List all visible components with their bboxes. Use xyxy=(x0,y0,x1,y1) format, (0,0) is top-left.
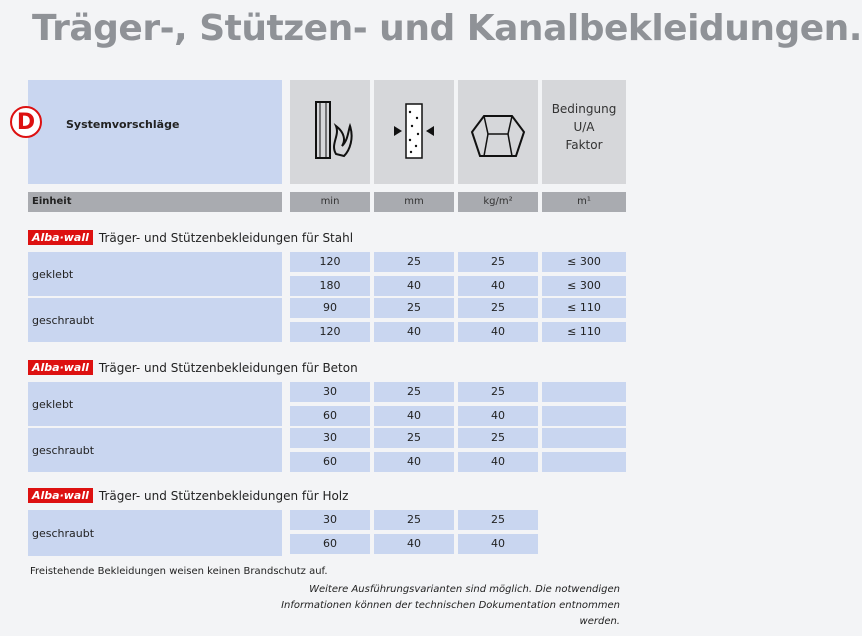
section-heading xyxy=(28,230,353,245)
table-cell: 25 xyxy=(458,510,538,530)
section-title: Träger- und Stützenbekleidungen für Beton xyxy=(98,360,358,375)
albawall-logo: Alba·wall xyxy=(28,488,93,503)
unit-label: Einheit xyxy=(32,196,72,207)
row-label: geschraubt xyxy=(28,428,282,472)
table-cell: 40 xyxy=(458,406,538,426)
table-cell: 25 xyxy=(374,428,454,448)
table-cell: 180 xyxy=(290,276,370,296)
section-heading xyxy=(28,360,358,375)
table-cell: 40 xyxy=(458,276,538,296)
table-cell: 25 xyxy=(374,298,454,318)
table-cell xyxy=(542,452,626,472)
note: Weitere Ausführungsvarianten sind möglich. Die notwendigen Informationen können der technischen Dokumentation entnommen werden. xyxy=(281,584,620,627)
page-title: Träger-, Stützen- und Kanalbekleidungen. xyxy=(32,8,862,49)
row-label: geschraubt xyxy=(28,510,282,556)
row-label: geklebt xyxy=(28,382,282,426)
table-cell: 25 xyxy=(458,428,538,448)
thickness-icon xyxy=(390,96,438,166)
table-cell: 90 xyxy=(290,298,370,318)
table-cell: 30 xyxy=(290,428,370,448)
table-cell: ≤ 300 xyxy=(542,252,626,272)
unit-m: m¹ xyxy=(577,196,591,207)
table-cell: 40 xyxy=(458,322,538,342)
section-title: Träger- und Stützenbekleidungen für Holz xyxy=(98,488,349,503)
table-cell: 120 xyxy=(290,252,370,272)
weight-icon xyxy=(470,112,526,162)
row-label: geschraubt xyxy=(28,298,282,342)
table-cell: ≤ 300 xyxy=(542,276,626,296)
table-cell: 60 xyxy=(290,534,370,554)
table-cell xyxy=(542,382,626,402)
section-badge: D xyxy=(10,106,42,138)
table-cell: 40 xyxy=(458,534,538,554)
header-system-cell xyxy=(28,80,282,184)
table-cell: 25 xyxy=(458,252,538,272)
table-cell: 40 xyxy=(374,452,454,472)
section-title: Träger- und Stützenbekleidungen für Stahl xyxy=(98,230,354,245)
albawall-logo: Alba·wall xyxy=(28,230,93,245)
albawall-logo: Alba·wall xyxy=(28,360,93,375)
table-cell: 25 xyxy=(458,382,538,402)
table-cell: 30 xyxy=(290,382,370,402)
table-cell xyxy=(542,428,626,448)
system-label: Systemvorschläge xyxy=(66,118,180,131)
condition-label: Bedingung U/A Faktor xyxy=(551,102,617,152)
table-cell: 25 xyxy=(374,510,454,530)
section-heading xyxy=(28,488,348,503)
fire-resistance-icon xyxy=(310,96,354,166)
table-cell: ≤ 110 xyxy=(542,322,626,342)
unit-kg: kg/m² xyxy=(483,196,513,207)
table-cell: 30 xyxy=(290,510,370,530)
row-label: geklebt xyxy=(28,252,282,296)
table-cell: 25 xyxy=(458,298,538,318)
unit-mm: mm xyxy=(404,196,424,207)
table-cell: 120 xyxy=(290,322,370,342)
table-cell: 25 xyxy=(374,252,454,272)
unit-min: min xyxy=(320,196,340,207)
table-cell: 40 xyxy=(374,406,454,426)
table-cell: ≤ 110 xyxy=(542,298,626,318)
table-cell: 40 xyxy=(374,276,454,296)
table-cell: 60 xyxy=(290,406,370,426)
table-cell: 60 xyxy=(290,452,370,472)
table-cell: 25 xyxy=(374,382,454,402)
table-cell xyxy=(542,406,626,426)
table-cell: 40 xyxy=(374,534,454,554)
table-cell: 40 xyxy=(374,322,454,342)
footnote: Freistehende Bekleidungen weisen keinen Brandschutz auf. xyxy=(30,566,328,577)
table-cell: 40 xyxy=(458,452,538,472)
